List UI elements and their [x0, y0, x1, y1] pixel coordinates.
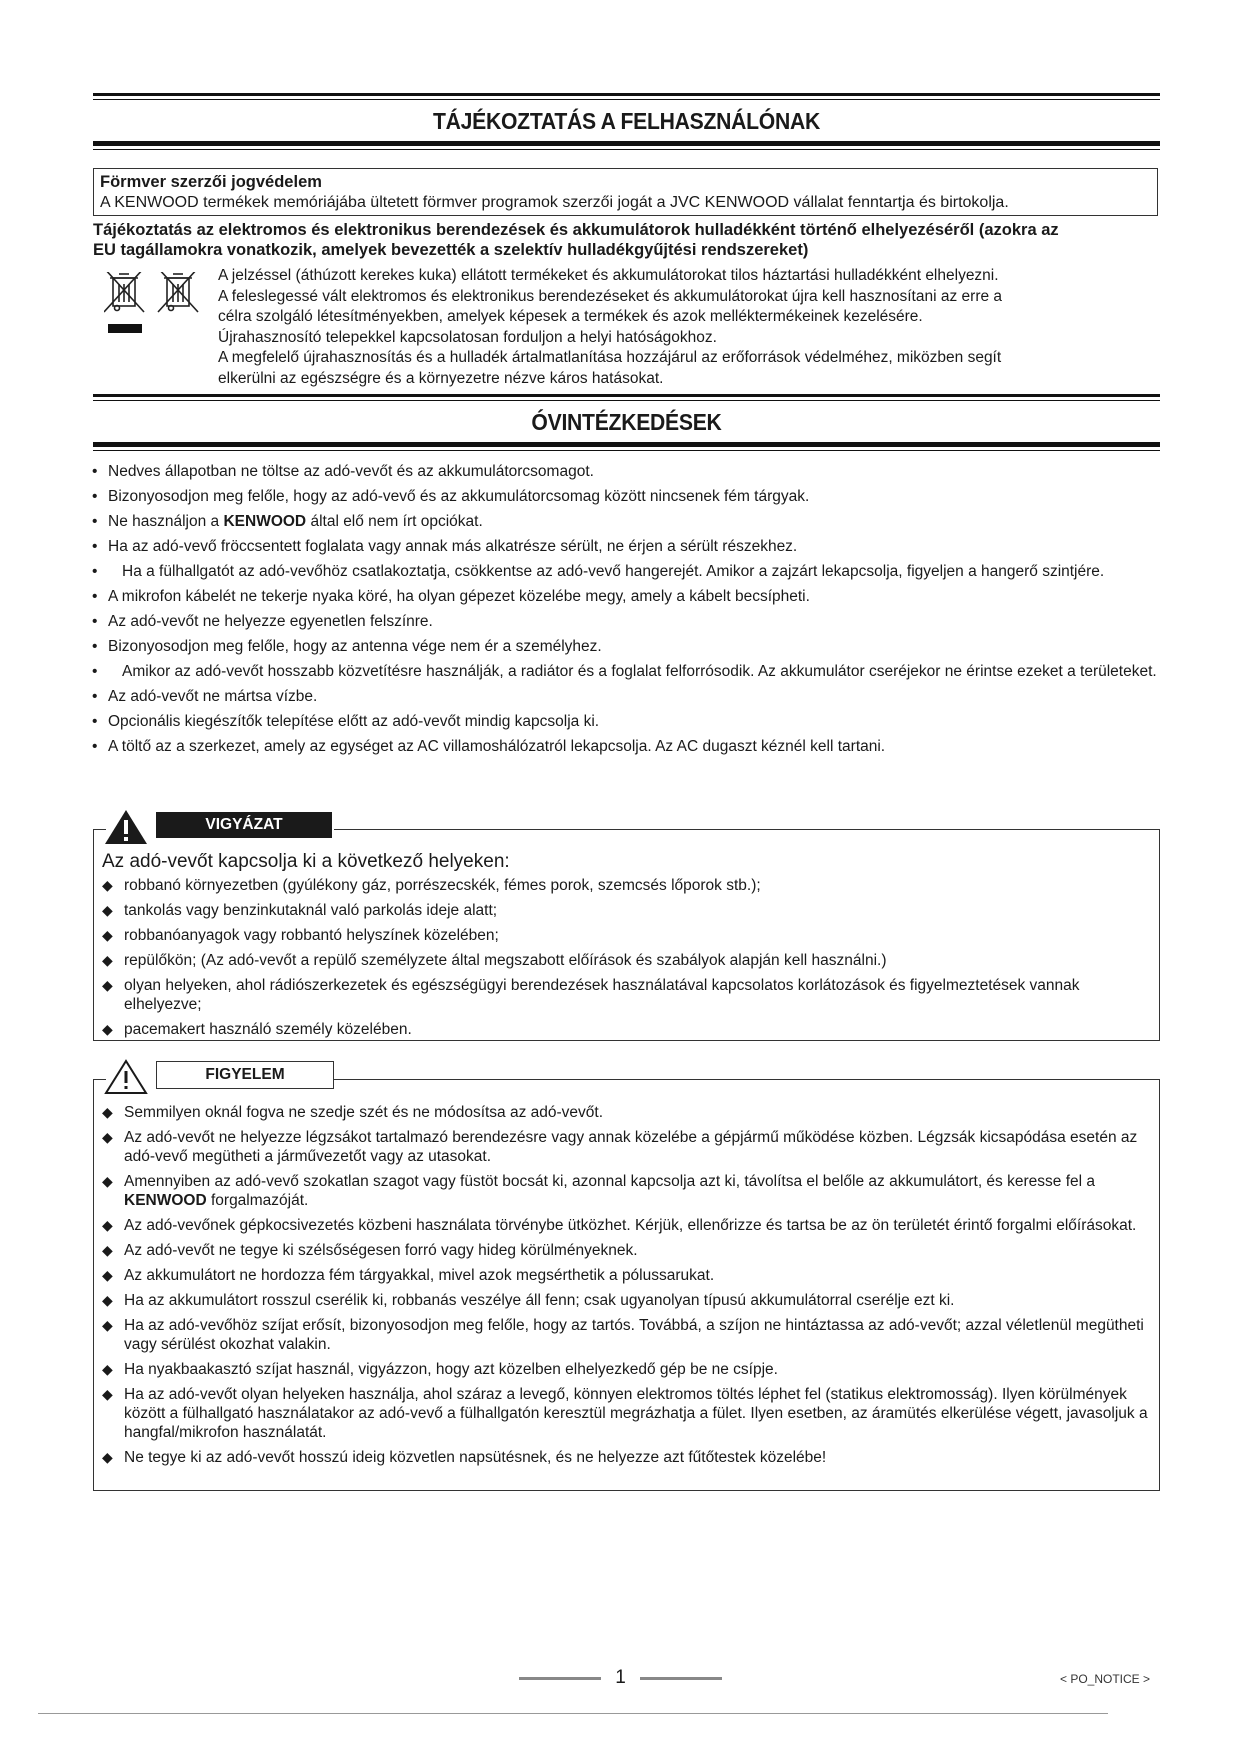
notice-title: TÁJÉKOZTATÁS A FELHASZNÁLÓNAK — [433, 108, 820, 134]
list-item: ◆ Ne tegye ki az adó-vevőt hosszú ideig közvetlen napsütésnek, és ne helyezze azt fűtőtestek közelébe! — [102, 1448, 1151, 1467]
list-item: ◆ Az adó-vevőt ne helyezze légzsákot tartalmazó berendezésre vagy annak közelébe a gépjármű működése közben. Légzsák kicsapódása esetén az adó-vevő megütheti a járművezetőt vagy az utasokat. — [102, 1128, 1151, 1166]
weee-line: A feleslegessé vált elektromos és elektronikus berendezéseket és akkumulátorokat újra kell hasznosítani az erre a — [218, 287, 1003, 305]
notice-title-block — [93, 93, 1160, 150]
list-item: ◆ pacemakert használó személy közelében. — [102, 1020, 1151, 1039]
doc-code: < PO_NOTICE > — [1060, 1672, 1151, 1686]
list-item: ◆ Semmilyen oknál fogva ne szedje szét és ne módosítsa az adó-vevőt. — [102, 1103, 1151, 1122]
list-item: ◆ Az adó-vevőt ne tegye ki szélsőségesen forró vagy hideg körülményeknek. — [102, 1241, 1151, 1260]
list-item: • A töltő az a szerkezet, amely az egységet az AC villamoshálózatról lekapcsolja. Az AC dugaszt kéznél kell tartani. — [92, 737, 1162, 756]
list-item: • Bizonyosodjon meg felőle, hogy az antenna vége nem ér a személyhez. — [92, 637, 1162, 656]
divider — [640, 1677, 722, 1680]
divider — [93, 450, 1160, 451]
attention-list — [102, 1103, 1151, 1473]
weee-text — [218, 266, 1148, 389]
caution-list — [102, 876, 1151, 1045]
warning-icon — [104, 809, 148, 845]
list-item: • Az adó-vevőt ne helyezze egyenetlen felszínre. — [92, 612, 1162, 631]
caution-label: VIGYÁZAT — [156, 812, 332, 838]
list-item: • A mikrofon kábelét ne tekerje nyaka köré, ha olyan gépezet közelébe megy, amely a kábelt becsípheti. — [92, 587, 1162, 606]
weee-heading — [93, 220, 1163, 260]
weee-line: célra szolgáló létesítményekben, amelyek képesek a termékek és azok melléktermékeinek kezelésére. — [218, 308, 923, 325]
caution-intro: Az adó-vevőt kapcsolja ki a következő helyeken: — [102, 851, 510, 872]
weee-line: elkerülni az egészségre és a környezetre nézve káros hatásokat. — [218, 369, 664, 387]
list-item: • Ha az adó-vevő fröccsentett foglalata vagy annak más alkatrésze sérült, ne érjen a sérült részekhez. — [92, 537, 1162, 556]
crossed-bin-icon — [104, 272, 204, 342]
divider — [93, 149, 1160, 150]
brand-name: KENWOOD — [223, 513, 307, 530]
list-item-text: Ne használjon a — [108, 513, 224, 530]
warning-icon — [104, 1059, 148, 1095]
border-segment — [334, 1079, 1159, 1080]
list-item — [102, 1172, 1151, 1210]
precautions-title-block — [93, 394, 1160, 451]
divider — [93, 394, 1160, 397]
list-item: ◆ Az akkumulátort ne hordozza fém tárgyakkal, mivel azok megsérthetik a pólussarukat. — [102, 1266, 1151, 1285]
caution-box — [93, 816, 1160, 1041]
list-item-text: Amennyiben az adó-vevő szokatlan szagot vagy füstöt bocsát ki, azonnal kapcsolja azt ki, távolítsa el belőle az akkumulátort, és keresse fel a — [124, 1173, 1095, 1190]
attention-label: FIGYELEM — [156, 1061, 334, 1089]
divider — [38, 1713, 1108, 1714]
list-item: • Amikor az adó-vevőt hosszabb közvetítésre használják, a radiátor és a foglalat felforrósodik. Az akkumulátor cseréjekor ne érintse ezeket a területeket. — [92, 662, 1162, 681]
list-item-text: forgalmazóját. — [206, 1192, 309, 1209]
list-item: • Bizonyosodjon meg felőle, hogy az adó-vevő és az akkumulátorcsomag között nincsenek fém tárgyak. — [92, 487, 1162, 506]
copyright-heading: Förmver szerzői jogvédelem — [100, 173, 322, 191]
page-number-bar — [0, 1667, 1241, 1689]
divider — [93, 93, 1160, 96]
copyright-box — [93, 168, 1158, 216]
list-item: • Nedves állapotban ne töltse az adó-vevőt és az akkumulátorcsomagot. — [92, 462, 1162, 481]
list-item-text: által elő nem írt opciókat. — [306, 513, 483, 530]
page-number: 1 — [615, 1667, 626, 1688]
weee-heading-line: EU tagállamokra vonatkozik, amelyek bevezették a szelektív hulladékgyűjtési rendszereket) — [93, 241, 809, 259]
list-item: ◆ Ha nyakbaakasztó szíjat használ, vigyázzon, hogy azt közelben elhelyezkedő gép be ne csípje. — [102, 1360, 1151, 1379]
weee-line: A jelzéssel (áthúzott kerekes kuka) ellátott termékeket és akkumulátorokat tilos háztartási hulladékként elhelyezni. — [218, 267, 999, 284]
divider — [519, 1677, 601, 1680]
list-item — [92, 512, 1162, 531]
list-item: ◆ Ha az adó-vevőhöz szíjat erősít, bizonyosodjon meg felőle, hogy az tartós. Továbbá, a szíjon ne hintáztassa az adó-vevőt; azzal véletlenül megütheti vagy sérülést okozhat valakin. — [102, 1316, 1151, 1354]
border-segment — [334, 829, 1159, 830]
divider — [93, 141, 1160, 146]
list-item: ◆ Az adó-vevőnek gépkocsivezetés közbeni használata törvénybe ütközhet. Kérjük, ellenőrizze és tartsa be az ön területét érintő forgalmi előírásokat. — [102, 1216, 1151, 1235]
weee-icons — [104, 272, 204, 342]
list-item: ◆ robbanóanyagok vagy robbantó helyszínek közelében; — [102, 926, 1151, 945]
list-item: ◆ tankolás vagy benzinkutaknál való parkolás ideje alatt; — [102, 901, 1151, 920]
list-item: ◆ Ha az adó-vevőt olyan helyeken használja, ahol száraz a levegő, könnyen elektromos töltés léphet fel (statikus elektromosság). Ilyen körülmények között a fülhallgató használatakor az adó-vevő a fülhallgatón keresztül megrázhatja a fület. Ilyen esetben, az áramütés elkerülése végett, javasoljuk a hangfal/mikrofon használatát. — [102, 1385, 1151, 1442]
precautions-title: ÓVINTÉZKEDÉSEK — [531, 409, 722, 435]
precautions-list — [92, 462, 1162, 762]
weee-line: Újrahasznosító telepekkel kapcsolatosan forduljon a helyi hatóságokhoz. — [218, 328, 717, 346]
list-item: ◆ repülőkön; (Az adó-vevőt a repülő személyzete által megszabott előírások és szabályok alapján kell használni.) — [102, 951, 1151, 970]
list-item: • Ha a fülhallgatót az adó-vevőhöz csatlakoztatja, csökkentse az adó-vevő hangerejét. Amikor a zajzárt lekapcsolja, figyeljen a hangerő szintjére. — [92, 562, 1162, 581]
attention-box — [93, 1066, 1160, 1491]
brand-name: KENWOOD — [124, 1192, 207, 1209]
list-item: ◆ robbanó környezetben (gyúlékony gáz, porrészecskék, fémes porok, szemcsés lőporok stb.); — [102, 876, 1151, 895]
weee-line: A megfelelő újrahasznosítás és a hulladék ártalmatlanítása hozzájárul az erőforrások védelméhez, miközben segít — [218, 349, 1002, 366]
copyright-text: A KENWOOD termékek memóriájába ültetett förmver programok szerzői jogát a JVC KENWOOD vállalat fenntartja és birtokolja. — [100, 194, 1009, 211]
list-item: • Opcionális kiegészítők telepítése előtt az adó-vevőt mindig kapcsolja ki. — [92, 712, 1162, 731]
list-item: ◆ olyan helyeken, ahol rádiószerkezetek és egészségügyi berendezések használatával kapcsolatos korlátozások és figyelmeztetések vannak elhelyezve; — [102, 976, 1151, 1014]
list-item: • Az adó-vevőt ne mártsa vízbe. — [92, 687, 1162, 706]
list-item: ◆ Ha az akkumulátort rosszul cserélik ki, robbanás veszélye áll fenn; csak ugyanolyan típusú akkumulátorral cserélje ezt ki. — [102, 1291, 1151, 1310]
weee-heading-line: Tájékoztatás az elektromos és elektronikus berendezések és akkumulátorok hulladékként történő elhelyezéséről (azokra az — [93, 221, 1059, 239]
divider — [93, 442, 1160, 447]
